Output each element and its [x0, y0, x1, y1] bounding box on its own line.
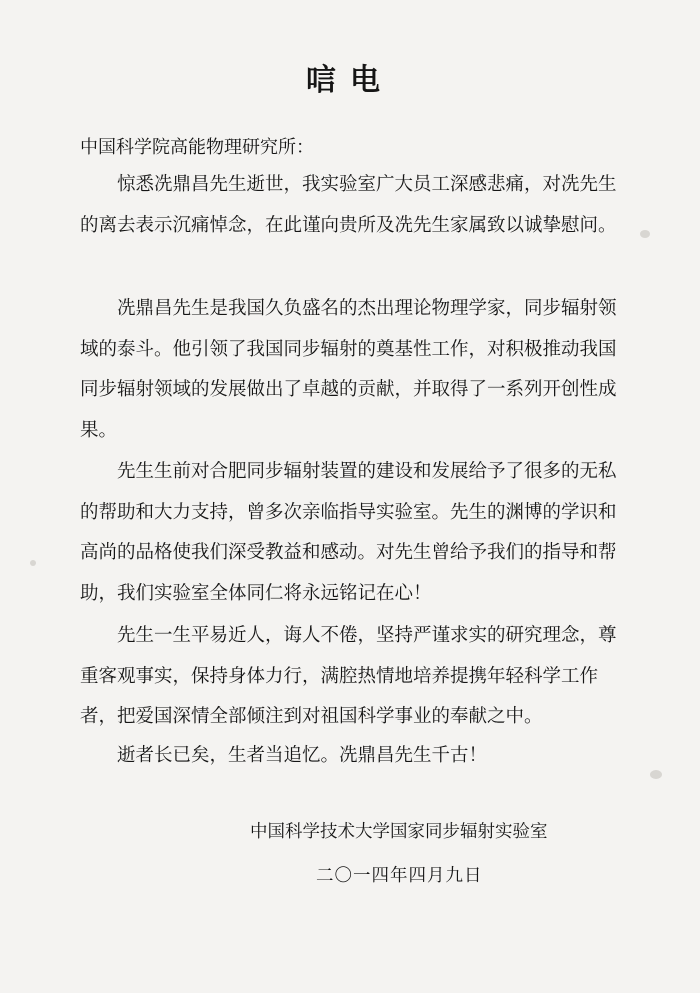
paragraph-achievements: 冼鼎昌先生是我国久负盛名的杰出理论物理学家，同步辐射领域的泰斗。他引领了我国同步辐射的奠基性工作，对积极推动我国同步辐射领域的发展做出了卓越的贡献，并取得了一系列开创性成果。: [80, 298, 617, 441]
paragraph-condolence: 惊悉冼鼎昌先生逝世，我实验室广大员工深感悲痛，对冼先生的离去表示沉痛悼念，在此谨向贵所及冼先生家属致以诚挚慰问。: [80, 174, 617, 236]
document-title: 唁电: [306, 63, 394, 98]
scan-speck: [30, 560, 36, 566]
scan-speck: [640, 230, 650, 238]
salutation: 中国科学院高能物理研究所：: [80, 137, 314, 158]
date: 二〇一四年四月九日: [316, 866, 483, 886]
signer: 中国科学技术大学国家同步辐射实验室: [250, 822, 548, 842]
paragraph-character: 先生一生平易近人，诲人不倦，坚持严谨求实的研究理念，尊重客观事实，保持身体力行，满腔热情地培养提携年轻科学工作者，把爱国深情全部倾注到对祖国科学事业的奉献之中。: [80, 625, 617, 727]
scan-speck: [650, 770, 662, 779]
paragraph-support: 先生生前对合肥同步辐射装置的建设和发展给予了很多的无私的帮助和大力支持，曾多次亲临指导实验室。先生的渊博的学识和高尚的品格使我们深受教益和感动。对先生曾给予我们的指导和帮助，我们实验室全体同仁将永远铭记在心！: [80, 461, 617, 604]
paragraph-closing: 逝者长已矣，生者当追忆。冼鼎昌先生千古！: [117, 745, 488, 766]
